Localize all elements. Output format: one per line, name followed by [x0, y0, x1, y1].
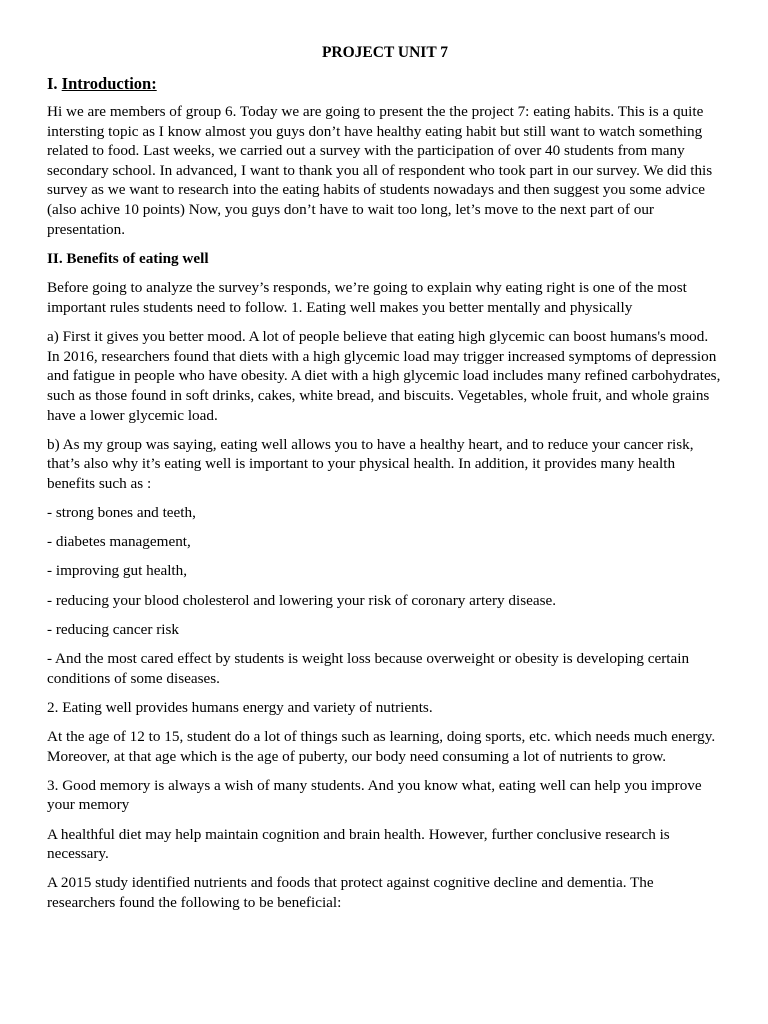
benefits-intro-paragraph: Before going to analyze the survey’s responds, we’re going to explain why eating right is one of the most important rules students need to follow. 1. Eating well makes you better mentally and physically	[47, 279, 687, 316]
introduction-paragraph: Hi we are members of group 6. Today we are going to present the the project 7: eating habits. This is a quite intersting topic as I know almost you guys don’t have healthy eating habit but still want to watch something related to food. Last weeks, we carried out a survey with the participation of over 40 students from many secondary school. In advanced, I want to thank you all of respondent who took part in our survey. We did this survey as we want to research into the eating habits of students nowadays and then suggest you some advice (also achive 10 points) Now, you guys don’t have to wait too long, let’s move to the next part of our presentation.	[47, 103, 713, 238]
physical-health-paragraph: b) As my group was saying, eating well allows you to have a healthy heart, and to reduce your cancer risk, that’s also why it’s eating well is important to your physical health. In addition, it provides many health benefits such as :	[47, 435, 694, 492]
benefit-list-item: - strong bones and teeth,	[47, 504, 196, 522]
benefit-list-item: - improving gut health,	[47, 562, 188, 580]
section-benefits-heading: II. Benefits of eating well	[47, 249, 209, 267]
document-title: PROJECT UNIT 7	[321, 44, 449, 61]
section-number: I.	[47, 74, 58, 93]
mood-paragraph: a) First it gives you better mood. A lot of people believe that eating high glycemic can boost humans's mood. In 2016, researchers found that diets with a high glycemic load may trigger increased symptoms of depression and fatigue in people who have obesity. A diet with a high glycemic load includes many refined carbohydrates, such as those found in soft drinks, cakes, white bread, and biscuits. Vegetables, whole fruit, and whole grains have a lower glycemic load.	[47, 328, 721, 424]
introduction-label: Introduction:	[61, 74, 157, 93]
benefit-list-item: - And the most cared effect by students is weight loss because overweight or obesity is developing certain conditions of some diseases.	[47, 650, 690, 687]
study-paragraph: A 2015 study identified nutrients and foods that protect against cognitive decline and dementia. The researchers found the following to be beneficial:	[47, 874, 654, 911]
benefit-list-item: - reducing your blood cholesterol and lowering your risk of coronary artery disease.	[47, 591, 557, 609]
document-page	[47, 43, 723, 922]
benefit-list-item: - reducing cancer risk	[47, 620, 179, 638]
benefit-list-item: - diabetes management,	[47, 533, 191, 551]
energy-paragraph: At the age of 12 to 15, student do a lot of things such as learning, doing sports, etc. which needs much energy. Moreover, at that age which is the age of puberty, our body need consuming a lot of nutrients to grow.	[47, 727, 716, 765]
energy-heading-paragraph: 2. Eating well provides humans energy and variety of nutrients.	[47, 698, 433, 716]
section-introduction-heading	[47, 74, 723, 94]
cognition-paragraph: A healthful diet may help maintain cognition and brain health. However, further conclusive research is necessary.	[47, 825, 670, 863]
memory-heading-paragraph: 3. Good memory is always a wish of many students. And you know what, eating well can help you improve your memory	[47, 776, 702, 814]
